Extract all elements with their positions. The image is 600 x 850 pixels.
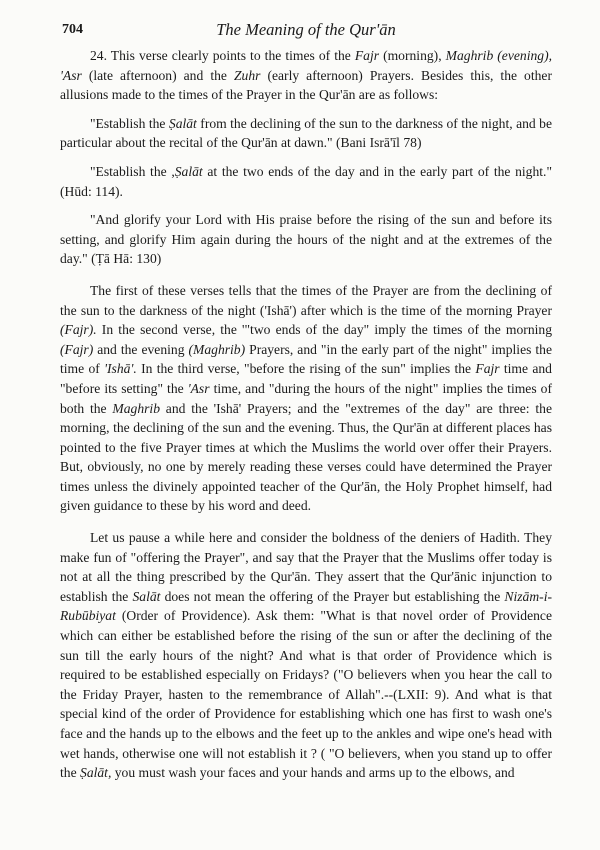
page-header [62, 22, 550, 42]
explanation-paragraph: The first of these verses tells that the times of the Prayer are from the declining of the sun to the darkness of the night ('Ishā') after which is the time of the morning Prayer (Fajr). In the second verse, the '"two ends of the day" imply the times of the morning (Fajr) and the evening (Maghrib) Prayers, and "in the early part of the night" implies the time of 'Ishā'. In the third verse, "before the rising of the sun" implies the Fajr time and "before its setting" the 'Asr time, and "during the hours of the night" implies the times of both the Maghrib and the 'Ishā' Prayers; and the "extremes of the day" are three: the morning, the declining of the sun and the evening. Thus, the Qur'ān at different places has pointed to the five Prayer times at which the Muslims the world over offer their Prayers. But, obviously, no one by merely reading these verses could have determined the Prayer times unless the divinely appointed teacher of the Qur'ān, the Holy Prophet himself, had given guidance to these by his word and deed. [60, 282, 552, 514]
quotation-1: "Establish the Ṣalāt from the declining of the sun to the darkness of the night, and be particular about the recital of the Qur'ān at dawn." (Bani Isrā'īl 78) [60, 115, 552, 151]
note-paragraph: 24. This verse clearly points to the times of the Fajr (morning), Maghrib (evening), 'Asr (late afternoon) and the Zuhr (early afternoon) Prayers. Besides this, the other allusions made to the times of the Prayer in the Qur'ān are as follows: [60, 48, 553, 103]
quotation-2: "Establish the ,Ṣalāt at the two ends of the day and in the early part of the night." (Hūd: 114). [60, 163, 552, 199]
running-title: The Meaning of the Qur'ān [216, 20, 396, 39]
argument-paragraph: Let us pause a while here and consider the boldness of the deniers of Hadith. They make fun of "offering the Prayer", and say that the Prayer that the Muslims offer today is not at all the thing prescribed by the Qur'ān. They assert that the Qur'ānic injunction to establish the Salāt does not mean the offering of the Prayer but establishing the Nizām-i-Rubūbiyat (Order of Providence). Ask them: "What is that novel order of Providence which can either be established before the rising of the sun or after the declining of the sun till the early hours of the night? And what is that order of Providence which is required to be established especially on Fridays? ("O believers when you hear the call to the Friday Prayer, hasten to the remembrance of Allah".--(LXII: 9). And what is that special kind of the order of Providence for establishing which one has first to wash one's face and the hands up to the elbows and the feet up to the ankles and wipe one's head with wet hands, otherwise one will not establish it ? ( "O believers, when you stand up to offer the Ṣalāt, you must wash your faces and your hands and arms up to the elbows, and [60, 530, 552, 781]
quotation-3: "And glorify your Lord with His praise before the rising of the sun and before its setting, and glorify Him again during the hours of the night and at the extremes of the day." (Ṭā Hā: 130) [60, 212, 552, 267]
page-number: 704 [62, 22, 83, 37]
body-text [60, 46, 552, 783]
